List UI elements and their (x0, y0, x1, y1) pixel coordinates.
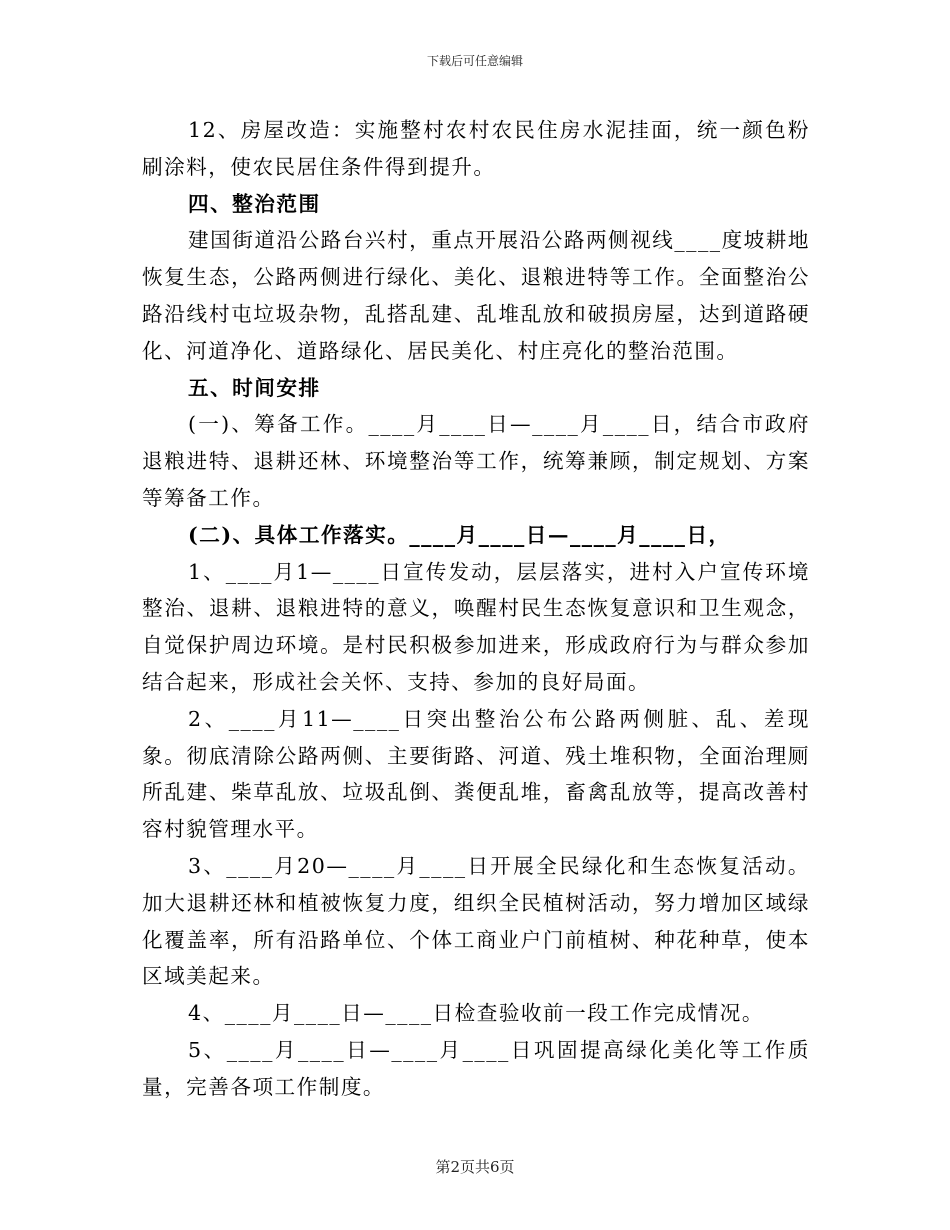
paragraph-step-5: 5、____月____日—____月____日巩固提高绿化美化等工作质量，完善各项工作制度。 (142, 1037, 810, 1099)
page-header-note: 下载后可任意编辑 (426, 54, 523, 68)
section-heading-schedule: 五、时间安排 (188, 375, 321, 400)
document-body (142, 112, 810, 1106)
page-number: 第2页共6页 (435, 1158, 515, 1176)
paragraph-house-renovation: 12、房屋改造：实施整村农村农民住房水泥挂面，统一颜色粉刷涂料，使农民居住条件得到提升。 (142, 118, 810, 179)
paragraph-step-3: 3、____月20—____月____日开展全民绿化和生态恢复活动。加大退耕还林和植被恢复力度，组织全民植树活动，努力增加区域绿化覆盖率，所有沿路单位、个体工商业户门前植树、种花种草，使本区域美起来。 (142, 853, 810, 989)
paragraph-scope: 建国街道沿公路台兴村，重点开展沿公路两侧视线____度坡耕地恢复生态，公路两侧进行绿化、美化、退粮进特等工作。全面整治公路沿线村屯垃圾杂物，乱搭乱建、乱堆乱放和破损房屋，达到道路硬化、河道净化、道路绿化、居民美化、村庄亮化的整治范围。 (142, 228, 810, 363)
paragraph-step-1: 1、____月1—____日宣传发动，层层落实，进村入户宣传环境整治、退耕、退粮进特的意义，唤醒村民生态恢复意识和卫生观念，自觉保护周边环境。是村民积极参加进来，形成政府行为与群众参加结合起来，形成社会关怀、支持、参加的良好局面。 (142, 559, 810, 694)
paragraph-implementation: (二)、具体工作落实。____月____日—____月____日， (188, 522, 731, 547)
paragraph-step-4: 4、____月____日—____日检查验收前一段工作完成情况。 (188, 1001, 764, 1026)
paragraph-preparation: (一)、筹备工作。____月____日—____月____日，结合市政府退粮进特、退耕还林、环境整治等工作，统筹兼顾，制定规划、方案等筹备工作。 (142, 412, 810, 510)
section-heading-scope: 四、整治范围 (188, 191, 321, 216)
paragraph-step-2: 2、____月11—____日突出整治公布公路两侧脏、乱、差现象。彻底清除公路两侧、主要街路、河道、残土堆积物，全面治理厕所乱建、柴草乱放、垃圾乱倒、粪便乱堆，畜禽乱放等，提高改善村容村貌管理水平。 (142, 706, 810, 842)
